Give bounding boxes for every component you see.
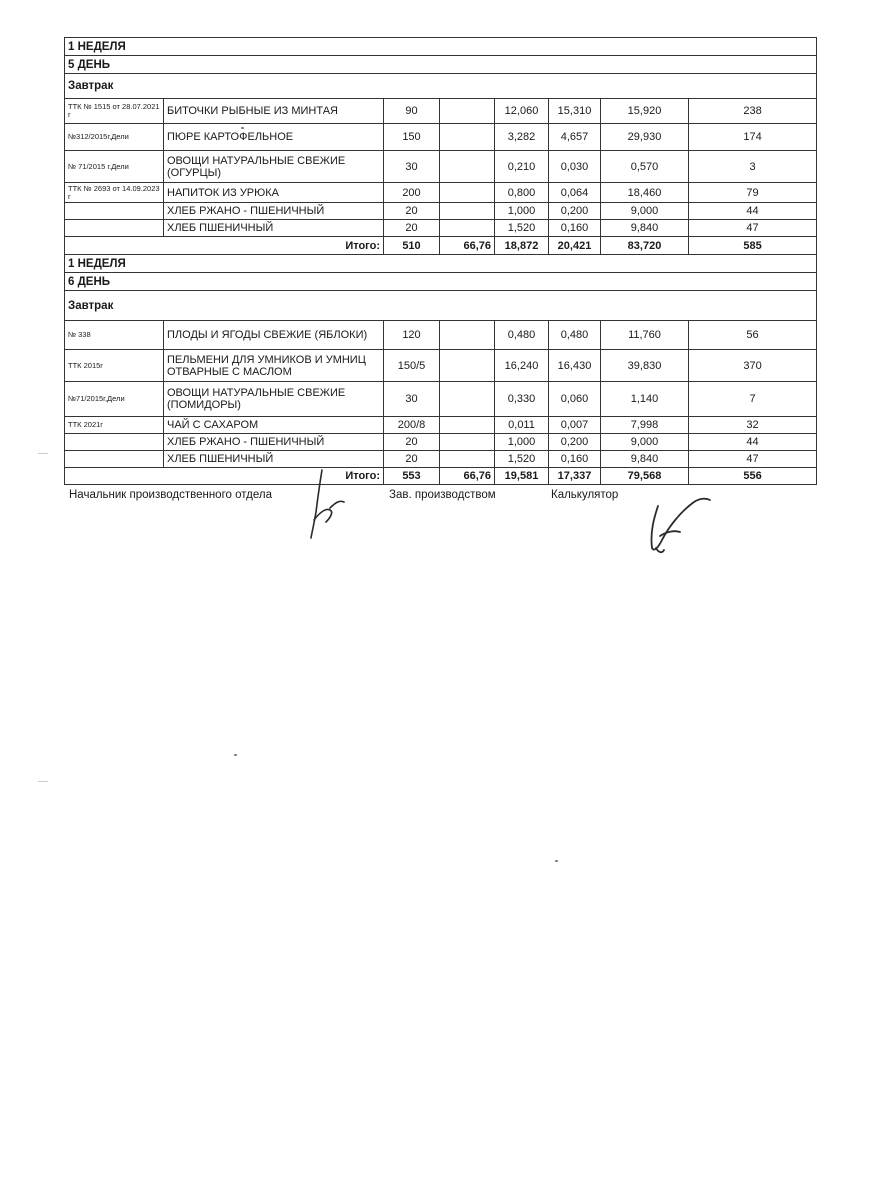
price bbox=[440, 124, 495, 151]
week-header: 1 НЕДЕЛЯ bbox=[65, 255, 817, 273]
day-header: 5 ДЕНЬ bbox=[65, 56, 817, 74]
scan-speck bbox=[234, 754, 237, 756]
dish-name: ХЛЕБ РЖАНО - ПШЕНИЧНЫЙ bbox=[164, 203, 384, 220]
total-carbs: 79,568 bbox=[601, 468, 689, 485]
protein: 0,011 bbox=[495, 417, 549, 434]
fat: 0,060 bbox=[549, 382, 601, 417]
table-row bbox=[65, 203, 817, 220]
carbs: 1,140 bbox=[601, 382, 689, 417]
kcal: 79 bbox=[689, 183, 817, 203]
fat: 0,200 bbox=[549, 203, 601, 220]
kcal: 238 bbox=[689, 99, 817, 124]
dish-name: ХЛЕБ ПШЕНИЧНЫЙ bbox=[164, 220, 384, 237]
protein: 1,000 bbox=[495, 434, 549, 451]
total-weight: 510 bbox=[384, 237, 440, 255]
dish-name: ЧАЙ С САХАРОМ bbox=[164, 417, 384, 434]
dish-name: ПЮРЕ КАРТОФЕЛЬНОЕ bbox=[164, 124, 384, 151]
protein: 16,240 bbox=[495, 350, 549, 382]
recipe-code: ТТК № 1515 от 28.07.2021 г bbox=[65, 99, 164, 124]
signature-mark bbox=[300, 462, 360, 542]
table-row bbox=[65, 434, 817, 451]
carbs: 9,840 bbox=[601, 220, 689, 237]
total-kcal: 556 bbox=[689, 468, 817, 485]
table-row bbox=[65, 382, 817, 417]
kcal: 370 bbox=[689, 350, 817, 382]
table-row bbox=[65, 124, 817, 151]
table-row bbox=[65, 183, 817, 203]
table-row bbox=[65, 220, 817, 237]
protein: 1,520 bbox=[495, 220, 549, 237]
hole-punch-mark bbox=[38, 781, 48, 782]
carbs: 15,920 bbox=[601, 99, 689, 124]
protein: 3,282 bbox=[495, 124, 549, 151]
protein: 0,330 bbox=[495, 382, 549, 417]
fat: 15,310 bbox=[549, 99, 601, 124]
total-label: Итого: bbox=[65, 237, 384, 255]
carbs: 39,830 bbox=[601, 350, 689, 382]
table-row bbox=[65, 321, 817, 350]
recipe-code: № 338 bbox=[65, 321, 164, 350]
kcal: 47 bbox=[689, 220, 817, 237]
recipe-code: №71/2015г,Дели bbox=[65, 382, 164, 417]
protein: 0,210 bbox=[495, 151, 549, 183]
total-carbs: 83,720 bbox=[601, 237, 689, 255]
dish-name: БИТОЧКИ РЫБНЫЕ ИЗ МИНТАЯ bbox=[164, 99, 384, 124]
weight: 200 bbox=[384, 183, 440, 203]
price bbox=[440, 220, 495, 237]
total-protein: 19,581 bbox=[495, 468, 549, 485]
dish-name: ХЛЕБ ПШЕНИЧНЫЙ bbox=[164, 451, 384, 468]
table-row bbox=[65, 417, 817, 434]
hole-punch-mark bbox=[38, 453, 48, 454]
total-fat: 17,337 bbox=[549, 468, 601, 485]
recipe-code: ТТК 2021г bbox=[65, 417, 164, 434]
dish-name: НАПИТОК ИЗ УРЮКА bbox=[164, 183, 384, 203]
protein: 1,000 bbox=[495, 203, 549, 220]
price bbox=[440, 151, 495, 183]
kcal: 32 bbox=[689, 417, 817, 434]
total-row bbox=[65, 237, 817, 255]
price bbox=[440, 451, 495, 468]
carbs: 29,930 bbox=[601, 124, 689, 151]
weight: 200/8 bbox=[384, 417, 440, 434]
weight: 150 bbox=[384, 124, 440, 151]
recipe-code bbox=[65, 434, 164, 451]
price bbox=[440, 183, 495, 203]
total-price: 66,76 bbox=[440, 237, 495, 255]
dish-name: ОВОЩИ НАТУРАЛЬНЫЕ СВЕЖИЕ (ПОМИДОРЫ) bbox=[164, 382, 384, 417]
calculator-label: Калькулятор bbox=[551, 489, 619, 501]
fat: 0,480 bbox=[549, 321, 601, 350]
total-kcal: 585 bbox=[689, 237, 817, 255]
total-price: 66,76 bbox=[440, 468, 495, 485]
kcal: 44 bbox=[689, 203, 817, 220]
weight: 90 bbox=[384, 99, 440, 124]
recipe-code bbox=[65, 203, 164, 220]
weight: 20 bbox=[384, 220, 440, 237]
price bbox=[440, 382, 495, 417]
weight: 20 bbox=[384, 203, 440, 220]
table-row bbox=[65, 99, 817, 124]
kcal: 7 bbox=[689, 382, 817, 417]
carbs: 7,998 bbox=[601, 417, 689, 434]
table-row bbox=[65, 350, 817, 382]
price bbox=[440, 321, 495, 350]
kcal: 56 bbox=[689, 321, 817, 350]
fat: 4,657 bbox=[549, 124, 601, 151]
week-header: 1 НЕДЕЛЯ bbox=[65, 38, 817, 56]
total-fat: 20,421 bbox=[549, 237, 601, 255]
dish-name: ХЛЕБ РЖАНО - ПШЕНИЧНЫЙ bbox=[164, 434, 384, 451]
recipe-code: ТТК 2015г bbox=[65, 350, 164, 382]
carbs: 18,460 bbox=[601, 183, 689, 203]
price bbox=[440, 417, 495, 434]
weight: 120 bbox=[384, 321, 440, 350]
carbs: 11,760 bbox=[601, 321, 689, 350]
meal-header: Завтрак bbox=[65, 291, 817, 321]
weight: 20 bbox=[384, 451, 440, 468]
fat: 0,160 bbox=[549, 451, 601, 468]
protein: 0,800 bbox=[495, 183, 549, 203]
price bbox=[440, 434, 495, 451]
weight: 30 bbox=[384, 151, 440, 183]
head-of-production-label: Начальник производственного отдела bbox=[69, 489, 272, 501]
kcal: 174 bbox=[689, 124, 817, 151]
fat: 16,430 bbox=[549, 350, 601, 382]
day-header: 6 ДЕНЬ bbox=[65, 273, 817, 291]
price bbox=[440, 203, 495, 220]
fat: 0,200 bbox=[549, 434, 601, 451]
carbs: 9,000 bbox=[601, 203, 689, 220]
kcal: 3 bbox=[689, 151, 817, 183]
scan-speck bbox=[555, 860, 558, 862]
recipe-code: №312/2015г,Дели bbox=[65, 124, 164, 151]
price bbox=[440, 350, 495, 382]
price bbox=[440, 99, 495, 124]
dish-name: ПЛОДЫ И ЯГОДЫ СВЕЖИЕ (ЯБЛОКИ) bbox=[164, 321, 384, 350]
protein: 12,060 bbox=[495, 99, 549, 124]
production-manager-label: Зав. производством bbox=[389, 489, 496, 501]
protein: 0,480 bbox=[495, 321, 549, 350]
kcal: 47 bbox=[689, 451, 817, 468]
recipe-code bbox=[65, 220, 164, 237]
meal-header: Завтрак bbox=[65, 74, 817, 99]
total-label: Итого: bbox=[65, 468, 384, 485]
recipe-code: ТТК № 2693 от 14.09.2023 г bbox=[65, 183, 164, 203]
table-row bbox=[65, 451, 817, 468]
weight: 30 bbox=[384, 382, 440, 417]
total-protein: 18,872 bbox=[495, 237, 549, 255]
recipe-code: № 71/2015 г.Дели bbox=[65, 151, 164, 183]
table-row bbox=[65, 151, 817, 183]
dish-name: ПЕЛЬМЕНИ ДЛЯ УМНИКОВ И УМНИЦ ОТВАРНЫЕ С МАСЛОМ bbox=[164, 350, 384, 382]
carbs: 9,000 bbox=[601, 434, 689, 451]
protein: 1,520 bbox=[495, 451, 549, 468]
weight: 150/5 bbox=[384, 350, 440, 382]
dish-name: ОВОЩИ НАТУРАЛЬНЫЕ СВЕЖИЕ (ОГУРЦЫ) bbox=[164, 151, 384, 183]
recipe-code bbox=[65, 451, 164, 468]
kcal: 44 bbox=[689, 434, 817, 451]
menu-table bbox=[64, 37, 817, 485]
fat: 0,160 bbox=[549, 220, 601, 237]
weight: 20 bbox=[384, 434, 440, 451]
fat: 0,064 bbox=[549, 183, 601, 203]
carbs: 9,840 bbox=[601, 451, 689, 468]
total-weight: 553 bbox=[384, 468, 440, 485]
carbs: 0,570 bbox=[601, 151, 689, 183]
scan-speck bbox=[241, 127, 244, 129]
total-row bbox=[65, 468, 817, 485]
fat: 0,030 bbox=[549, 151, 601, 183]
fat: 0,007 bbox=[549, 417, 601, 434]
signature-mark bbox=[640, 488, 720, 558]
